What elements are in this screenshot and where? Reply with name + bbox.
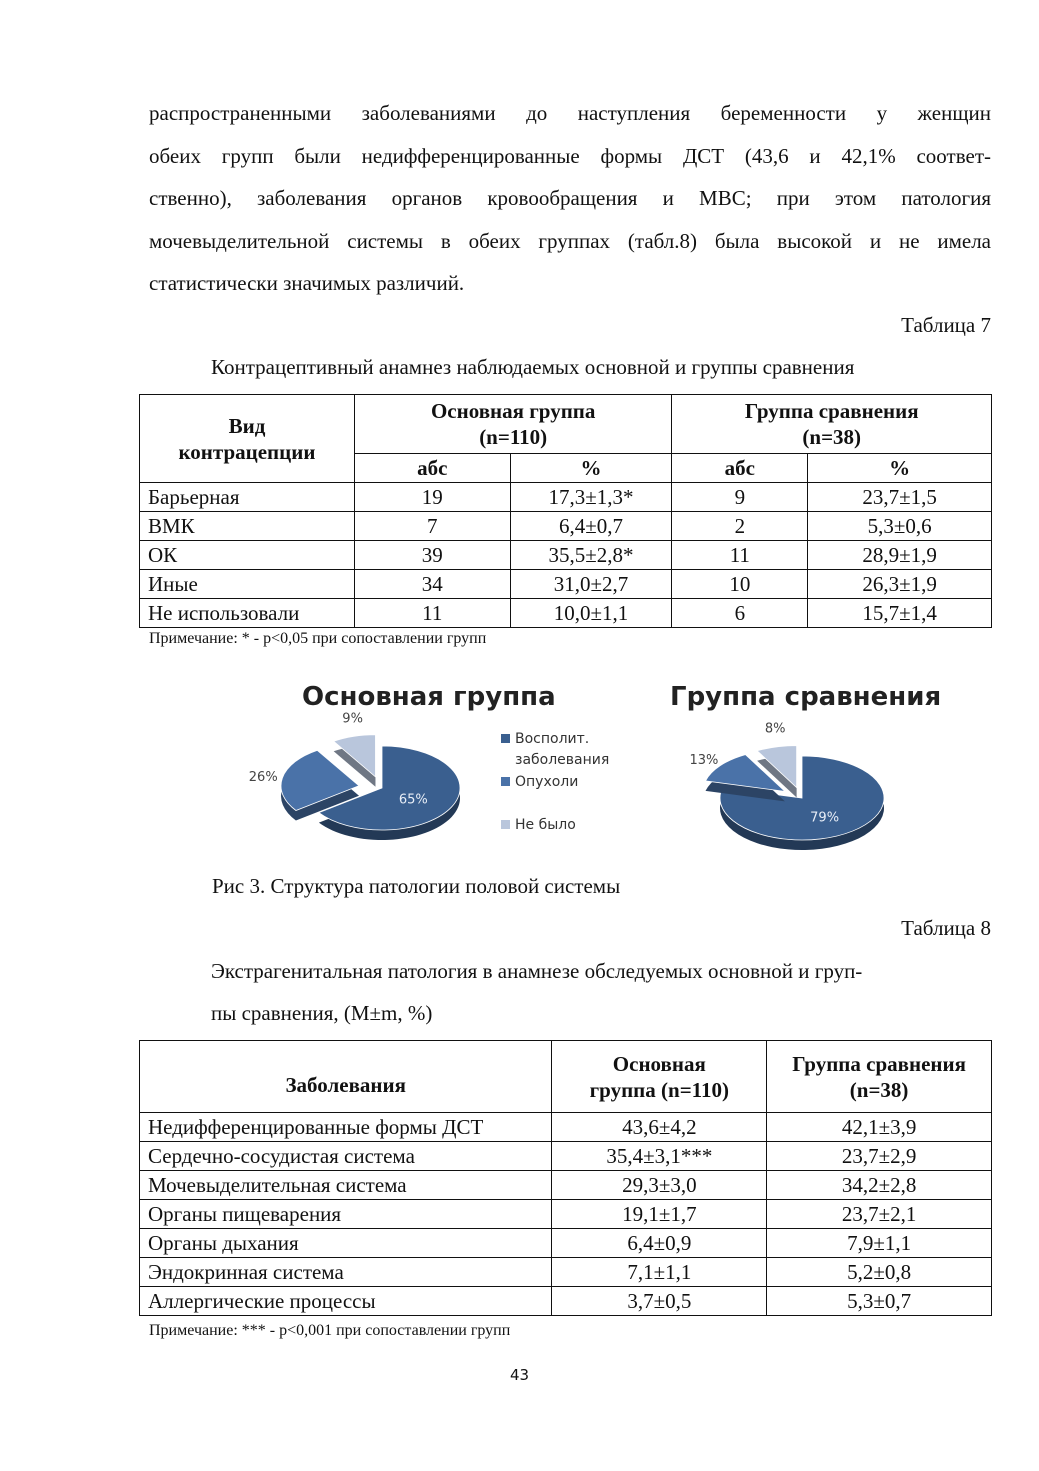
table-row (140, 541, 992, 570)
table7-cell: Иные (140, 570, 355, 599)
table7-header-group2: Группа сравнения (n=38) (672, 395, 992, 454)
body-paragraph (149, 92, 991, 305)
pie-data-label: 65% (398, 792, 428, 808)
table7-cell: 28,9±1,9 (808, 541, 992, 570)
table8-cell: 23,7±2,1 (767, 1200, 992, 1229)
table8-cell: 7,1±1,1 (552, 1258, 767, 1287)
paragraph-line: распространенными заболеваниями до наступления беременности у женщин (149, 101, 991, 125)
table7-cell: ВМК (140, 512, 355, 541)
table8-cell: 35,4±3,1*** (552, 1142, 767, 1171)
table7-label: Таблица 7 (901, 313, 991, 337)
table8-cell: Сердечно-сосудистая система (140, 1142, 552, 1171)
table-row (140, 1142, 992, 1171)
table8 (139, 1040, 992, 1316)
table7-cell: ОК (140, 541, 355, 570)
table7-cell: 11 (354, 599, 510, 628)
table8-cell: 23,7±2,9 (767, 1142, 992, 1171)
legend-label: Не было (515, 817, 576, 833)
table7-cell: 6,4±0,7 (510, 512, 672, 541)
pie-data-label: 8% (764, 721, 786, 737)
table8-cell: 19,1±1,7 (552, 1200, 767, 1229)
table7 (139, 394, 992, 628)
pie-data-label: 13% (689, 753, 719, 769)
table7-header-abs: абс (354, 454, 510, 483)
table8-cell: 5,2±0,8 (767, 1258, 992, 1287)
table7-cell: 5,3±0,6 (808, 512, 992, 541)
table8-header-group1: Основная группа (n=110) (552, 1041, 767, 1113)
table-row (140, 599, 992, 628)
table7-header-abs: абс (672, 454, 808, 483)
table8-title-line: пы сравнения, (M±m, %) (211, 1001, 433, 1025)
table8-cell: Эндокринная система (140, 1258, 552, 1287)
pie-data-label: 79% (810, 810, 840, 826)
figure-pie-charts (0, 670, 1039, 870)
legend-label: заболевания (515, 752, 610, 768)
table-row (140, 512, 992, 541)
table-row (140, 1200, 992, 1229)
pie-data-label: 9% (342, 711, 363, 727)
table8-header-disease: Заболевания (140, 1041, 552, 1113)
table7-cell: Барьерная (140, 483, 355, 512)
table7-header-pct: % (808, 454, 992, 483)
table7-cell: 10 (672, 570, 808, 599)
legend-label: Опухоли (515, 774, 579, 790)
paragraph-line: ственно), заболевания органов кровообращения и МВС; при этом патология (149, 186, 991, 210)
table8-note: Примечание: *** - p<0,001 при сопоставлении групп (149, 1322, 511, 1339)
pie-chart-main-group (249, 711, 460, 840)
paragraph-line: статистически значимых различий. (149, 271, 465, 295)
table7-cell: 10,0±1,1 (510, 599, 672, 628)
chart-legend (501, 731, 609, 833)
table8-cell: Органы дыхания (140, 1229, 552, 1258)
table7-cell: 6 (672, 599, 808, 628)
table7-cell: 9 (672, 483, 808, 512)
table-row (140, 483, 992, 512)
table-row (140, 1258, 992, 1287)
table7-cell: 23,7±1,5 (808, 483, 992, 512)
table7-cell: 31,0±2,7 (510, 570, 672, 599)
table-row (140, 570, 992, 599)
table-row (140, 1171, 992, 1200)
table7-cell: 15,7±1,4 (808, 599, 992, 628)
table8-cell: 3,7±0,5 (552, 1287, 767, 1316)
table7-header-group1: Основная группа (n=110) (354, 395, 672, 454)
table-row (140, 1287, 992, 1316)
legend-label: Восполит. (515, 731, 590, 747)
table7-cell: 17,3±1,3* (510, 483, 672, 512)
table8-cell: 29,3±3,0 (552, 1171, 767, 1200)
page-number: 43 (509, 1366, 530, 1384)
table7-header-pct: % (510, 454, 672, 483)
chart-title: Группа сравнения (670, 682, 942, 712)
table8-cell: 7,9±1,1 (767, 1229, 992, 1258)
table7-title: Контрацептивный анамнез наблюдаемых основной и группы сравнения (211, 355, 855, 379)
table7-cell: 39 (354, 541, 510, 570)
table8-cell: Аллергические процессы (140, 1287, 552, 1316)
table7-header-type: Вид контрацепции (140, 395, 355, 483)
table7-note: Примечание: * - p<0,05 при сопоставлении групп (149, 630, 487, 647)
table8-cell: 6,4±0,9 (552, 1229, 767, 1258)
pie-chart-comparison-group (689, 722, 884, 850)
table8-cell: 34,2±2,8 (767, 1171, 992, 1200)
table8-cell: Мочевыделительная система (140, 1171, 552, 1200)
table8-cell: Недифференцированные формы ДСТ (140, 1113, 552, 1142)
table8-title-line: Экстрагенитальная патология в анамнезе обследуемых основной и груп- (211, 959, 863, 983)
paragraph-line: мочевыделительной системы в обеих группах (табл.8) была высокой и не имела (149, 228, 991, 253)
table-row (140, 1229, 992, 1258)
table8-header-group2: Группа сравнения (n=38) (767, 1041, 992, 1113)
table7-cell: 26,3±1,9 (808, 570, 992, 599)
chart-title: Основная группа (302, 682, 556, 712)
table7-cell: 7 (354, 512, 510, 541)
table8-cell: 5,3±0,7 (767, 1287, 992, 1316)
legend-swatch (501, 734, 510, 743)
table8-cell: 42,1±3,9 (767, 1113, 992, 1142)
legend-swatch (501, 820, 510, 829)
table8-label: Таблица 8 (901, 916, 991, 940)
legend-swatch (501, 777, 510, 786)
table8-cell: Органы пищеварения (140, 1200, 552, 1229)
table7-cell: Не использовали (140, 599, 355, 628)
pie-data-label: 26% (248, 769, 278, 785)
table7-cell: 34 (354, 570, 510, 599)
table8-cell: 43,6±4,2 (552, 1113, 767, 1142)
table-row (140, 1113, 992, 1142)
paragraph-line: обеих групп были недифференцированные формы ДСТ (43,6 и 42,1% соответ- (149, 143, 991, 168)
figure-caption: Рис 3. Структура патологии половой системы (212, 874, 621, 898)
table7-cell: 2 (672, 512, 808, 541)
table7-cell: 11 (672, 541, 808, 570)
table7-cell: 19 (354, 483, 510, 512)
table7-cell: 35,5±2,8* (510, 541, 672, 570)
